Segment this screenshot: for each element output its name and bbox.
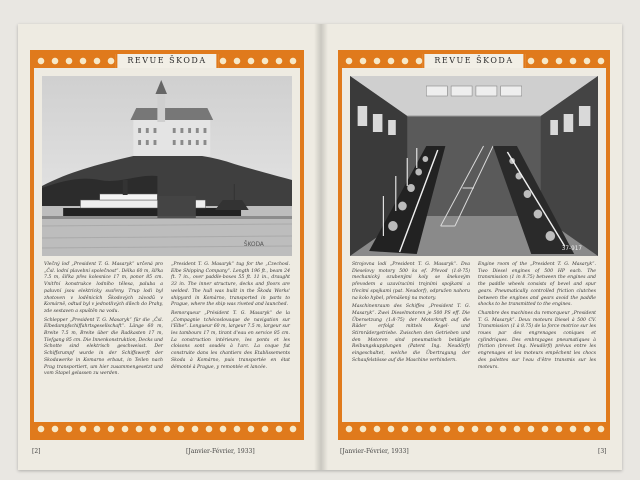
right-caption-column-1 bbox=[352, 262, 470, 373]
left-page bbox=[18, 24, 316, 470]
castle-ship-photo bbox=[42, 76, 292, 256]
left-ornamental-frame bbox=[30, 50, 304, 440]
left-caption-column-2 bbox=[171, 262, 290, 380]
right-issue-date: [Janvier-Février, 1933] bbox=[340, 448, 409, 455]
caption-english: Engine room of the „President T. G. Masaryk“. Two Diesel engines of 500 HP each. The transmission (1 in 8.75) between the engines and the paddle wheels consists of bevel and spur gears. Pneumatically controlled friction clutches between the engines and gears avoid the paddle shocks to be transmitted to the engines. bbox=[478, 262, 596, 308]
left-caption-column-1 bbox=[44, 262, 163, 380]
right-captions bbox=[352, 262, 596, 373]
engine-room-photo bbox=[350, 76, 598, 256]
left-photo-mark: ŠKODA bbox=[243, 241, 264, 249]
magazine-spread bbox=[18, 24, 622, 470]
right-bottom-ornament-band bbox=[342, 422, 606, 436]
left-page-number: [2] bbox=[32, 448, 41, 455]
right-top-ornament-band bbox=[342, 54, 606, 68]
left-page-header: REVUE ŠKODA bbox=[115, 54, 218, 68]
castle-ship-illustration bbox=[42, 76, 292, 256]
engine-room-illustration bbox=[350, 76, 598, 256]
right-page-header: REVUE ŠKODA bbox=[422, 54, 525, 68]
caption-french: Chambre des machines du remorqueur „President T. G. Masaryk“. Deux moteurs Diesel à 500 CV. Transmission (1 à 8.75) de la force motrice sur les roues par des engrenages coniques et cylindriques. Des embrayages pneumatiques à friction (brevet Ing. Neudörfl) prévus entre les engrenages et les moteurs empêchent les chocs des palettes sur l'eau d'être transmis sur les moteurs. bbox=[478, 310, 596, 370]
right-photo-mark: 37-917 bbox=[561, 245, 583, 253]
caption-czech: Vlečný loď „President T. G. Masaryk“ určená pro „Čsl. lodní plavební společnost“. Délka 60 m, šířka 7.5 m, šířka přes kolesnice 17 m, ponor 85 cm. Vnitřní konstrukce lodního tělesa, paluba a paluvní jsou elektricky svařeny. Trup lodi byl zhotoven v loděnicích Škodových závodů v Komárně, odtud byl v jednotlivých dílech do Prahy, zde sestaven a spuštěn na vodu. bbox=[44, 262, 163, 314]
left-captions bbox=[44, 262, 290, 380]
caption-german: Maschinenraum des Schiffes „President T. G. Masaryk“. Zwei Dieselmotoren je 500 PS eff. Die Übersetzung (1:8·75) der Motorkraft auf die Räder erfolgt mittels Kegel- und Stirnrädergetriebe. Zwischen den Getrieben und den Motoren sind pneumatisch betätigte Reibungskupplungen (Patent Ing. Neudörfl) eingeschaltet, welche die Übertragung der Schaufelstösse auf die Maschine verhindern. bbox=[352, 304, 470, 363]
right-ornamental-frame bbox=[338, 50, 610, 440]
caption-german: Schlepper „President T. G. Masaryk“ für die „Čsl. Elbedampfschiffahrtsgesellschaft“. Länge 60 m, Breite 7.5 m, Breite über die Radkasten 17 m, Tiefgang 85 cm. Die Innenkonstruktion, Decks und Schotte sind elektrisch geschweisst. Der Schiffsrumpf wurde in der Schiffswerft der Skodawerke in Komarno erbaut, in Teilen nach Prag transportiert, um hier zusammengesetzt und vom Stapel gelassen zu werden. bbox=[44, 317, 163, 377]
left-top-ornament-band bbox=[34, 54, 300, 68]
caption-english: „President T. G. Masaryk“ tug for the „Czechosl. Elbe Shipping Company“. Length 196 ft., beam 24 ft. 7 in., over paddle-boxes 55 ft. 11 in., draught 33 in. The inner structure, decks and floors are welded. The hull was built in the Škoda Works' shipyard in Komárno, transported in parts to Prague, where the ship was riveted and launched. bbox=[171, 262, 290, 308]
caption-french: Remorqueur „Président T. G. Masaryk“ de la „Compagnie tchécoslovaque de navigation sur l'Elbe“. Longueur 60 m, largeur 7.5 m, largeur sur les tambours 17 m, tirant d'eau en service 85 cm. La construction intérieure, les ponts et les cloisons sont soudés à l'arc. La coque fut construite dans les chantiers des Etablissements Skoda à Komárno, puis transportée en état démonté à Prague, y remontée et lancée. bbox=[171, 310, 290, 370]
right-page bbox=[326, 24, 622, 470]
right-page-number: [3] bbox=[598, 448, 607, 455]
left-issue-date: [Janvier-Février, 1933] bbox=[186, 448, 255, 455]
caption-czech: Strojovna lodi „President T. G. Masaryk“. Dva Dieselovy motory 500 ks ef. Převod (1:8·75) mechanický ozubenými koly se šnekovým převodem a uzavíracími trojními spojkami a třecími spojkami (pat. Neudorf), odpružen nahoru na kolo hybel, přenášený na motory. bbox=[352, 262, 470, 301]
left-bottom-ornament-band bbox=[34, 422, 300, 436]
right-caption-column-2 bbox=[478, 262, 596, 373]
